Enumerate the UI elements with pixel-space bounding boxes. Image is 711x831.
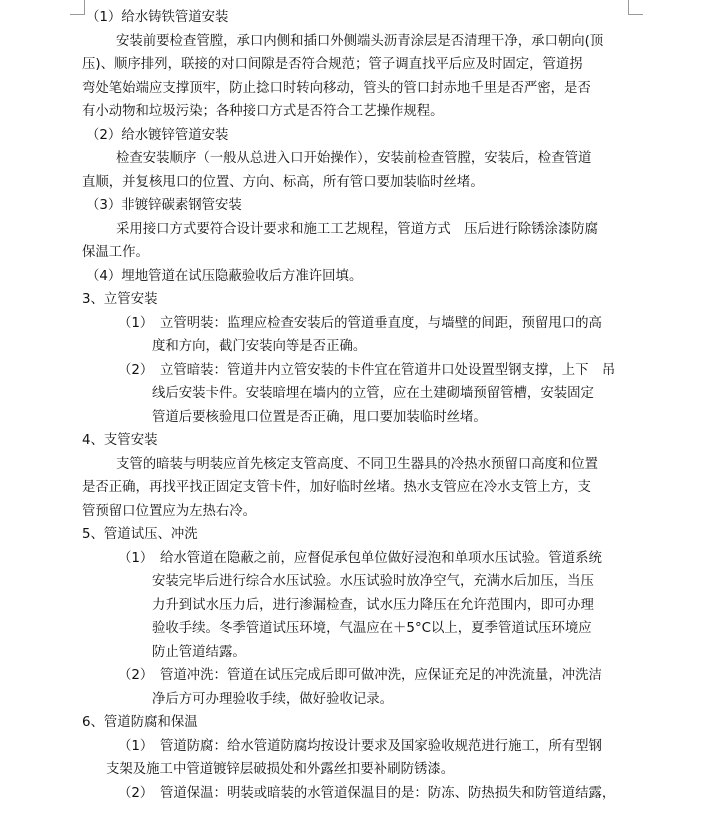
subheading-cast-iron: （1）给水铸铁管道安装 <box>86 10 229 25</box>
section-heading-pressure-test: 5、管道试压、冲洗 <box>82 527 198 542</box>
subheading-carbon-steel: （3）非镀锌碳素钢管安装 <box>86 198 242 213</box>
subheading-buried-pipe: （4）埋地管道在试压隐蔽验收后方准许回填。 <box>86 268 363 284</box>
numbered-item-line: （1） 管道防腐：给水管道防腐均按设计要求及国家验收规范进行施工，所有型钢 <box>118 738 602 754</box>
paragraph-line: 管预留口位置应为左热右冷。 <box>82 503 257 519</box>
numbered-item-line: （1） 给水管道在隐蔽之前，应督促承包单位做好浸泡和单项水压试验。管道系统 <box>118 550 602 566</box>
paragraph-line: 压)、顺序排列，联接的对口间隙是否符合规范；管子调直找平后应及时固定，管道拐 <box>82 57 583 72</box>
section-heading-anticorrosion: 6、管道防腐和保温 <box>82 715 198 730</box>
numbered-item-line: 净后方可办理验收手续，做好验收记录。 <box>152 691 394 707</box>
numbered-item-line: 验收手续。冬季管道试压环境，气温应在＋5°C以上，夏季管道试压环境应 <box>152 621 592 636</box>
section-heading-branch: 4、支管安装 <box>82 433 158 448</box>
paragraph-line: 采用接口方式要符合设计要求和施工工艺规程，管道方式 压后进行除锈涂漆防腐 <box>116 221 599 237</box>
paragraph-line: 直顺，并复核甩口的位置、方向、标高，所有管口要加装临时丝堵。 <box>82 174 484 190</box>
paragraph-line: 保温工作。 <box>82 245 149 260</box>
paragraph-line: 支管的暗装与明装应首先核定支管高度、不同卫生器具的冷热水预留口高度和位置 <box>116 456 599 472</box>
numbered-item-line: 度和方向，截门安装向等是否正确。 <box>152 339 367 354</box>
paragraph-line: 安装前要检查管膛，承口内侧和插口外侧端头沥青涂层是否清理干净，承口朝向(顶 <box>116 33 604 49</box>
numbered-item-line: 防止管道结露。 <box>152 644 246 660</box>
numbered-item-line: 支架及施工中管道镀锌层破损处和外露丝扣要补刷防锈漆。 <box>106 762 455 777</box>
paragraph-line: 弯处笔始端应支撑顶牢，防止捻口时转向移动，管头的管口封赤地千里是否严密，是否 <box>82 80 591 96</box>
paragraph-line: 有小动物和垃圾污染；各种接口方式是否符合工艺操作规程。 <box>82 104 444 119</box>
paragraph-line: 检查安装顺序（一般从总进入口开始操作），安装前检查管膛，安装后，检查管道 <box>116 151 592 166</box>
numbered-item-line: （2） 管道保温：明装或暗装的水管道保温目的是：防冻、防热损失和防管道结露， <box>118 785 616 801</box>
section-heading-riser: 3、立管安装 <box>82 292 158 307</box>
numbered-item-line: 线后安装卡件。安装暗埋在墙内的立管，应在土建砌墙预留管槽，安装固定 <box>152 386 594 401</box>
document-body <box>82 6 638 805</box>
numbered-item-line: 管道后要核验甩口位置是否正确，甩口要加装临时丝堵。 <box>152 409 487 425</box>
numbered-item-line: 安装完毕后进行综合水压试验。水压试验时放净空气，充满水后加压，当压 <box>152 574 594 589</box>
subheading-galvanized: （2）给水镀锌管道安装 <box>86 127 229 143</box>
paragraph-line: 是否正确，再找平找正固定支管卡件，加好临时丝堵。热水支管应在冷水支管上方，支 <box>82 480 591 495</box>
numbered-item-line: （2） 管道冲洗：管道在试压完成后即可做冲洗，应保证充足的冲洗流量，冲洗洁 <box>118 668 602 683</box>
numbered-item-line: （2） 立管暗装：管道井内立管安装的卡件宜在管道井口处设置型钢支撑，上下 吊 <box>118 362 616 378</box>
numbered-item-line: 力升到试水压力后，进行渗漏检查，试水压力降压在允许范围内，即可办理 <box>152 597 594 613</box>
numbered-item-line: （1） 立管明装：监理应检查安装后的管道垂直度，与墙壁的间距，预留甩口的高 <box>118 315 602 331</box>
